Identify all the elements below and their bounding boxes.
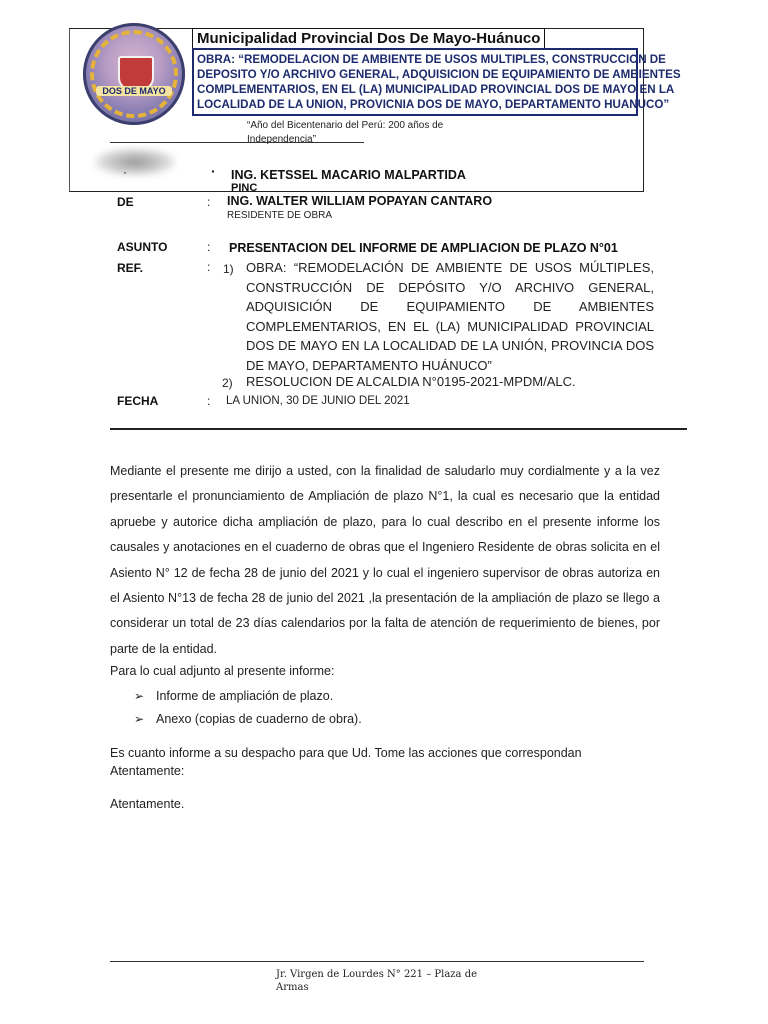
subject-label: ASUNTO — [117, 240, 168, 254]
obra-line: DEPOSITO Y/O ARCHIVO GENERAL, ADQUISICION DE EQUIPAMIENTO DE AMBIENTES — [197, 68, 681, 81]
ref-colon: : — [207, 260, 211, 274]
ref1-line: CONSTRUCCIÓN DE DEPÓSITO Y/O ARCHIVO GENERAL, — [246, 279, 654, 295]
ref2-text: RESOLUCION DE ALCALDIA N°0195-2021-MPDM/ALC. — [246, 374, 576, 389]
attachment-item: Informe de ampliación de plazo. — [156, 689, 334, 703]
arrow-bullet-icon: ➢ — [134, 712, 145, 726]
to-name: ING. KETSSEL MACARIO MALPARTIDA — [231, 168, 466, 182]
footer-address: Jr. Virgen de Lourdes N° 221 – Plaza de Armas — [276, 969, 478, 993]
obra-title-box — [192, 48, 681, 116]
subject-colon: : — [207, 240, 211, 254]
date-text: LA UNION, 30 DE JUNIO DEL 2021 — [226, 395, 410, 407]
from-colon: : — [207, 195, 211, 209]
closing-line: Es cuanto informe a su despacho para que Ud. Tome las acciones que correspondan — [110, 746, 582, 760]
attachment-item: Anexo (copias de cuaderno de obra). — [156, 712, 362, 726]
year-motto: “Año del Bicentenario del Perú: 200 años de Independencia” — [247, 120, 444, 145]
attach-intro: Para lo cual adjunto al presente informe: — [110, 664, 335, 678]
ref1-line: DOS DE MAYO EN LA LOCALIDAD DE LA UNIÓN, PROVINCIA DOS — [246, 338, 654, 353]
ref1-line: DE MAYO, DEPARTAMENTO HUÁNUCO” — [246, 357, 492, 373]
municipality-title: Municipalidad Provincial Dos De Mayo-Huánuco — [192, 28, 545, 49]
obra-line: OBRA: “REMODELACION DE AMBIENTE DE USOS MULTIPLES, CONSTRUCCION DE — [197, 53, 666, 66]
date-label: FECHA — [117, 394, 159, 408]
from-label: DE — [117, 195, 134, 209]
obra-line: COMPLEMENTARIOS, EN EL (LA) MUNICIPALIDAD PROVINCIAL DOS DE MAYO EN LA — [197, 83, 675, 96]
to-role-partial: PINC — [231, 182, 258, 194]
ref1-number: 1) — [223, 262, 234, 276]
ref2-number: 2) — [222, 376, 233, 390]
arrow-bullet-icon: ➢ — [134, 689, 145, 703]
ref1-line: ADQUISICIÓN DE EQUIPAMIENTO DE AMBIENTES — [246, 299, 654, 314]
bullet-dot: · — [211, 163, 216, 179]
logo-shield-icon — [118, 56, 154, 90]
memo-divider — [110, 428, 687, 430]
obra-line: LOCALIDAD DE LA UNION, PROVICNIA DOS DE MAYO, DEPARTAMENTO HUANUCO” — [197, 98, 670, 111]
header-rule — [110, 142, 364, 143]
closing-line: Atentamente: — [110, 764, 185, 778]
from-name: ING. WALTER WILLIAM POPAYAN CANTARO — [227, 194, 493, 208]
logo-text: DOS DE MAYO — [96, 86, 172, 96]
bullet-dot: · — [123, 165, 127, 179]
ref1-text — [246, 258, 654, 375]
redacted-stamp — [95, 148, 175, 176]
date-colon: : — [207, 394, 211, 408]
body-paragraph: Mediante el presente me dirijo a usted, con la finalidad de saludarlo muy cordialmente y a la vez presentarle el pronunciamiento de Ampliación de plazo N°1, la cual es necesario que la entidad apruebe y autorice dicha ampliación de plazo, para lo cual describo en el presente informe los causales y anotaciones en el cuaderno de obras que el Ingeniero Residente de obras solicita en el Asiento N° 12 de fecha 28 de junio del 2021 y lo cual el ingeniero supervisor de obras autoriza en el Asiento N°13 de fecha 28 de junio del 2021 ,la presentación de la ampliación de plazo se llego a considerar un total de 23 días calendarios por la falta de atención de requerimiento de bienes, por parte de la entidad. — [110, 464, 660, 656]
subject-text: PRESENTACION DEL INFORME DE AMPLIACION DE PLAZO N°01 — [229, 241, 618, 255]
from-role: RESIDENTE DE OBRA — [227, 210, 333, 221]
closing-signoff: Atentamente. — [110, 797, 185, 811]
footer-rule — [110, 961, 644, 962]
ref-label: REF. — [117, 261, 144, 275]
ref1-line: COMPLEMENTARIOS, EN EL (LA) MUNICIPALIDAD PROVINCIAL — [246, 318, 654, 334]
ref1-line: OBRA: “REMODELACIÓN DE AMBIENTE DE USOS MÚLTIPLES, — [246, 260, 654, 275]
